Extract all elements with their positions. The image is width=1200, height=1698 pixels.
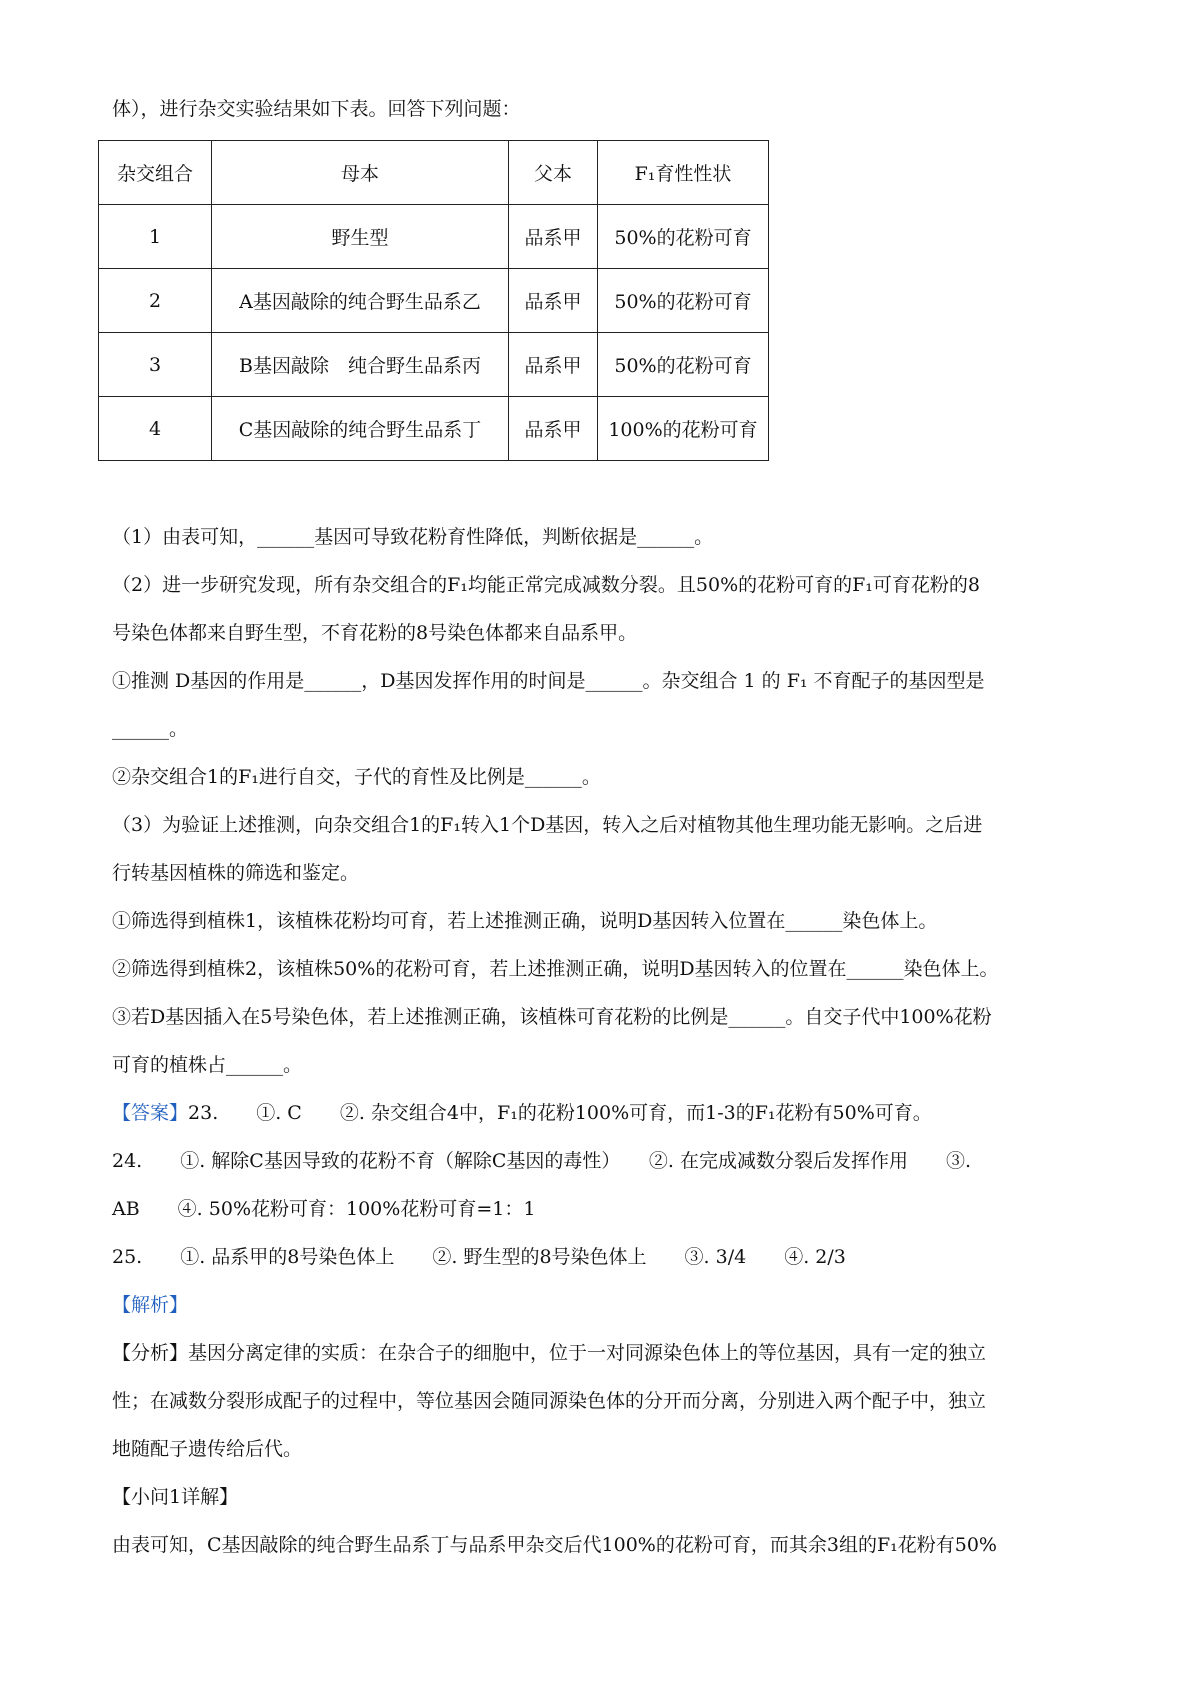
table-cell: 品系甲 (509, 333, 598, 397)
table-cell: C基因敲除的纯合野生品系丁 (212, 397, 509, 461)
table-header-cell: 杂交组合 (99, 141, 212, 205)
answer-line-3: AB ④. 50%花粉可育：100%花粉可育=1：1 (112, 1198, 536, 1220)
analysis-label: 【解析】 (112, 1294, 189, 1316)
table-cell: 100%的花粉可育 (598, 397, 769, 461)
question-line: ③若D基因插入在5号染色体，若上述推测正确，该植株可育花粉的比例是______。自交子代中100%花粉 (112, 1006, 992, 1028)
table-row (99, 397, 769, 461)
table-cell: 品系甲 (509, 269, 598, 333)
table-header-cell: 父本 (509, 141, 598, 205)
table-row (99, 269, 769, 333)
question-line: （2）进一步研究发现，所有杂交组合的F₁均能正常完成减数分裂。且50%的花粉可育的F₁可育花粉的8 (112, 574, 981, 596)
answer-label: 【答案】 (112, 1102, 189, 1124)
question-line: （3）为验证上述推测，向杂交组合1的F₁转入1个D基因，转入之后对植物其他生理功能无影响。之后进 (112, 814, 983, 836)
question-line: ②杂交组合1的F₁进行自交，子代的育性及比例是______。 (112, 766, 601, 788)
table-header-cell: 母本 (212, 141, 509, 205)
analysis-detail: 由表可知，C基因敲除的纯合野生品系丁与品系甲杂交后代100%的花粉可育，而其余3组的F₁花粉有50% (112, 1534, 997, 1556)
answer-line-1 (112, 1100, 932, 1126)
table-cell: 50%的花粉可育 (598, 269, 769, 333)
cross-results-table (98, 140, 769, 461)
table-cell: 野生型 (212, 205, 509, 269)
sub-question-label: 【小问1详解】 (112, 1486, 239, 1508)
table-cell: 4 (99, 397, 212, 461)
table-header-cell: F₁育性性状 (598, 141, 769, 205)
table-cell: 50%的花粉可育 (598, 205, 769, 269)
answer-line-2: 24. ①. 解除C基因导致的花粉不育（解除C基因的毒性） ②. 在完成减数分裂后发挥作用 ③. (112, 1150, 971, 1172)
answer-text: 23. ①. C ②. 杂交组合4中，F₁的花粉100%可育，而1-3的F₁花粉有50%可育。 (188, 1102, 932, 1124)
question-line: ②筛选得到植株2，该植株50%的花粉可育，若上述推测正确，说明D基因转入的位置在______染色体上。 (112, 958, 999, 980)
question-line: ①筛选得到植株1，该植株花粉均可育，若上述推测正确，说明D基因转入位置在______染色体上。 (112, 910, 938, 932)
answer-line-4: 25. ①. 品系甲的8号染色体上 ②. 野生型的8号染色体上 ③. 3/4 ④. 2/3 (112, 1246, 846, 1268)
table-cell: 1 (99, 205, 212, 269)
question-line: 行转基因植株的筛选和鉴定。 (112, 862, 360, 884)
table-cell: 50%的花粉可育 (598, 333, 769, 397)
analysis-line: 【分析】基因分离定律的实质：在杂合子的细胞中，位于一对同源染色体上的等位基因，具有一定的独立 (112, 1342, 987, 1364)
question-line: 号染色体都来自野生型，不育花粉的8号染色体都来自品系甲。 (112, 622, 638, 644)
table-cell: 品系甲 (509, 205, 598, 269)
table-row (99, 205, 769, 269)
question-line: （1）由表可知，______基因可导致花粉育性降低，判断依据是______。 (112, 526, 714, 548)
analysis-line: 性；在减数分裂形成配子的过程中，等位基因会随同源染色体的分开而分离，分别进入两个配子中，独立 (112, 1390, 987, 1412)
table-cell: 2 (99, 269, 212, 333)
analysis-line: 地随配子遗传给后代。 (112, 1438, 303, 1460)
question-line: ______。 (112, 718, 189, 740)
table-cell: 3 (99, 333, 212, 397)
table-cell: B基因敲除 纯合野生品系丙 (212, 333, 509, 397)
table-cell: 品系甲 (509, 397, 598, 461)
table-cell: A基因敲除的纯合野生品系乙 (212, 269, 509, 333)
question-line: ①推测 D基因的作用是______，D基因发挥作用的时间是______。杂交组合 1 的 F₁ 不育配子的基因型是 (112, 670, 985, 692)
table-header-row (99, 141, 769, 205)
table-row (99, 333, 769, 397)
question-line: 可育的植株占______。 (112, 1054, 303, 1076)
intro-text: 体），进行杂交实验结果如下表。回答下列问题： (112, 98, 521, 120)
